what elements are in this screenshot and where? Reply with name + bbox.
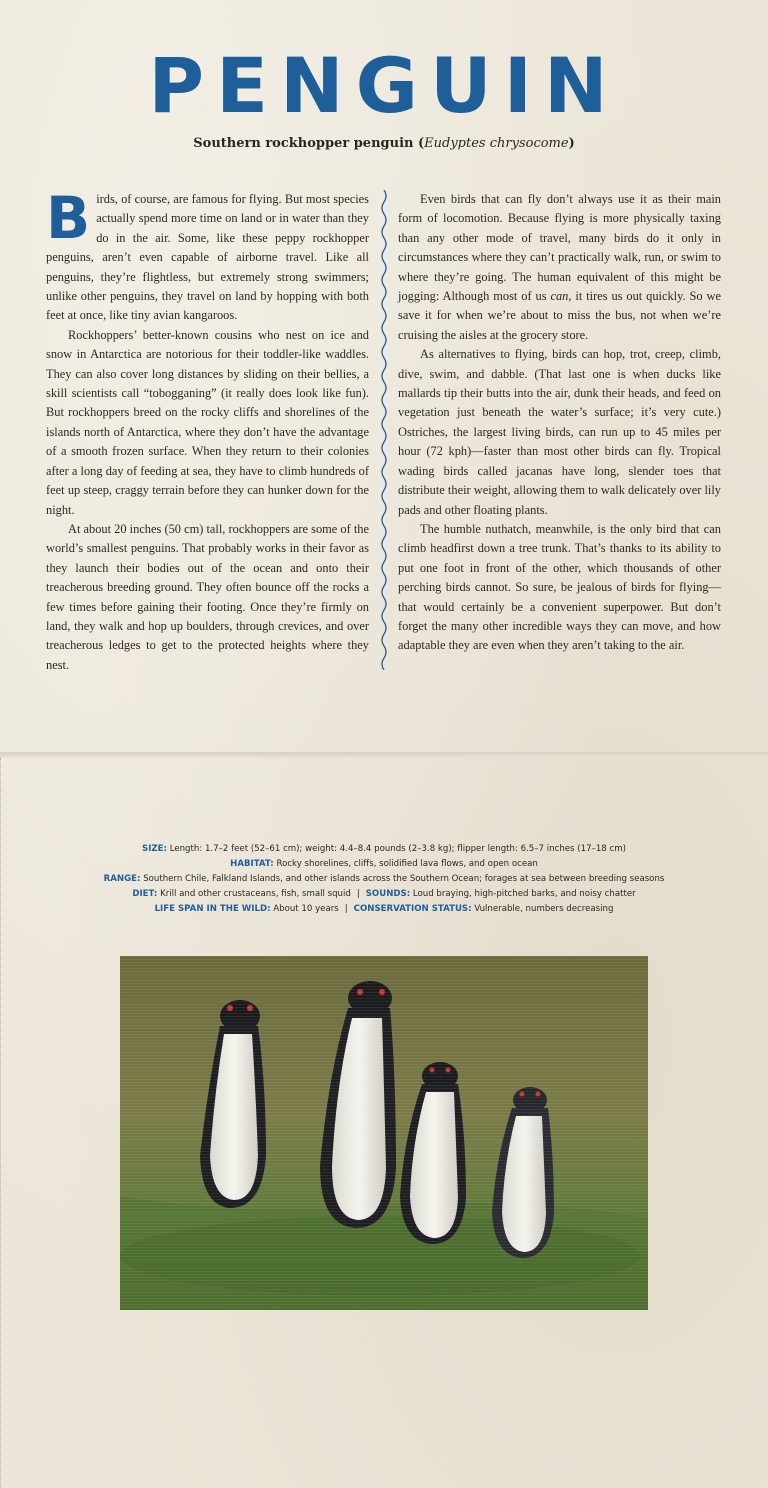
fact-label: SOUNDS: bbox=[365, 889, 411, 899]
article-right-column bbox=[398, 190, 721, 656]
fact-value: Rocky shorelines, cliffs, solidified lava flows, and open ocean bbox=[276, 859, 538, 869]
fact-line-diet-sounds bbox=[0, 887, 768, 902]
article-paragraph: The humble nuthatch, meanwhile, is the only bird that can climb headfirst down a tree trunk. That’s thanks to its ability to put one foot in front of the other, which thousands of other perching birds cannot. So sure, be jealous of birds for flying—that would certainly be a convenient superpower. But don’t forget the many other incredible ways they can move, and how adaptable they are even when they aren’t taking to the air. bbox=[398, 521, 721, 653]
fact-separator: | bbox=[344, 904, 348, 914]
species-facts bbox=[0, 842, 768, 917]
fact-value: Length: 1.7–2 feet (52–61 cm); weight: 4.4–8.4 pounds (2–3.8 kg); flipper length: 6.5–7 inches (17–18 cm) bbox=[169, 844, 626, 854]
wavy-column-divider bbox=[378, 190, 390, 670]
page-title: PENGUIN bbox=[148, 41, 620, 130]
page-gutter bbox=[0, 752, 768, 758]
fact-label: HABITAT: bbox=[230, 859, 274, 869]
subtitle-common-name: Southern rockhopper penguin bbox=[193, 136, 414, 151]
subtitle-scientific-name: Eudyptes chrysocome bbox=[424, 136, 569, 151]
article-paragraph: As alternatives to flying, birds can hop, trot, creep, climb, dive, swim, and dabble. (That last one is when ducks like mallards tip their butts into the air, dunk their heads, and feed on vegetation just beneath the water’s surface; it’s very cute.) Ostriches, the largest living birds, can run up to 45 miles per hour (72 kph)—faster than most other birds can fly. Tropical wading birds called jacanas have long, slender toes that distribute their weight, allowing them to walk delicately over lily pads and other floating plants. bbox=[398, 347, 721, 517]
article-paragraph: At about 20 inches (50 cm) tall, rockhoppers are some of the world’s smallest penguins. That probably works in their favor as they launch their bodies out of the ocean and onto their treacherous breeding ground. They often bounce off the rocks a few times before gaining their footing. Once they’re firmly on land, they walk and hop up boulders, through crevices, and over treacherous ledges to get to the protected heights where they nest. bbox=[46, 521, 369, 672]
fact-line-lifespan-status bbox=[0, 902, 768, 917]
fact-value: Loud braying, high-pitched barks, and noisy chatter bbox=[412, 889, 636, 899]
fact-label: DIET: bbox=[132, 889, 158, 899]
article-left-column bbox=[46, 184, 369, 675]
article-paragraph: Rockhoppers’ better-known cousins who nest on ice and snow in Antarctica are notorious for their toddler-like waddles. They can also cover long distances by sliding on their bellies, a skill scientists call “tobogganing” (it really does look like fun). But rockhoppers breed on the rocky cliffs and shorelines of the islands north of Antarctica, where they don’t have the advantage of a smooth frozen surface. When they return to their colonies after a long day of feeding at sea, they have to climb hundreds of feet up steep, craggy terrain before they can hunker down for the night. bbox=[46, 327, 369, 517]
fact-value: Krill and other crustaceans, fish, small squid bbox=[160, 889, 351, 899]
fact-label: LIFE SPAN IN THE WILD: bbox=[154, 904, 271, 914]
fact-label: RANGE: bbox=[103, 874, 141, 884]
penguin-photo bbox=[120, 956, 648, 1310]
drop-cap: B bbox=[46, 184, 91, 252]
fact-value: Vulnerable, numbers decreasing bbox=[474, 904, 614, 914]
article-paragraph bbox=[46, 184, 369, 326]
page-subtitle: Southern rockhopper penguin (Eudyptes chrysocome) bbox=[193, 136, 575, 151]
paragraph-text: irds, of course, are famous for flying. But most species actually spend more time on land or in water than they do in the air. Some, like these peppy rockhopper penguins, aren’t even capable of airborne travel. Like all penguins, they’re flightless, but extremely strong swimmers; unlike other penguins, they travel on land by hopping with both feet at once, like tiny avian kangaroos. bbox=[46, 192, 369, 323]
fact-line-habitat bbox=[0, 857, 768, 872]
emphasis-text: can bbox=[550, 289, 569, 304]
fact-separator: | bbox=[356, 889, 360, 899]
paragraph-text: Even birds that can fly don’t always use it as their main form of locomotion. Because flying is more physically taxing than any other mode of travel, many birds do it only in circumstances where they can’t practically walk, run, or swim to where they’re going. The human equivalent of this might be jogging: Although most of us bbox=[398, 192, 721, 304]
fact-label: CONSERVATION STATUS: bbox=[353, 904, 472, 914]
fact-value: About 10 years bbox=[273, 904, 339, 914]
fact-line-range bbox=[0, 872, 768, 887]
paragraph-text: , it tires us out quickly. So we save it for when we’re about to miss the bus, not when we’re cruising the aisles at the grocery store. bbox=[398, 289, 721, 342]
fact-line-size bbox=[0, 842, 768, 857]
fact-value: Southern Chile, Falkland Islands, and other islands across the Southern Ocean; forages at sea between breeding seasons bbox=[143, 874, 665, 884]
article-paragraph bbox=[398, 190, 721, 345]
fact-label: SIZE: bbox=[142, 844, 167, 854]
